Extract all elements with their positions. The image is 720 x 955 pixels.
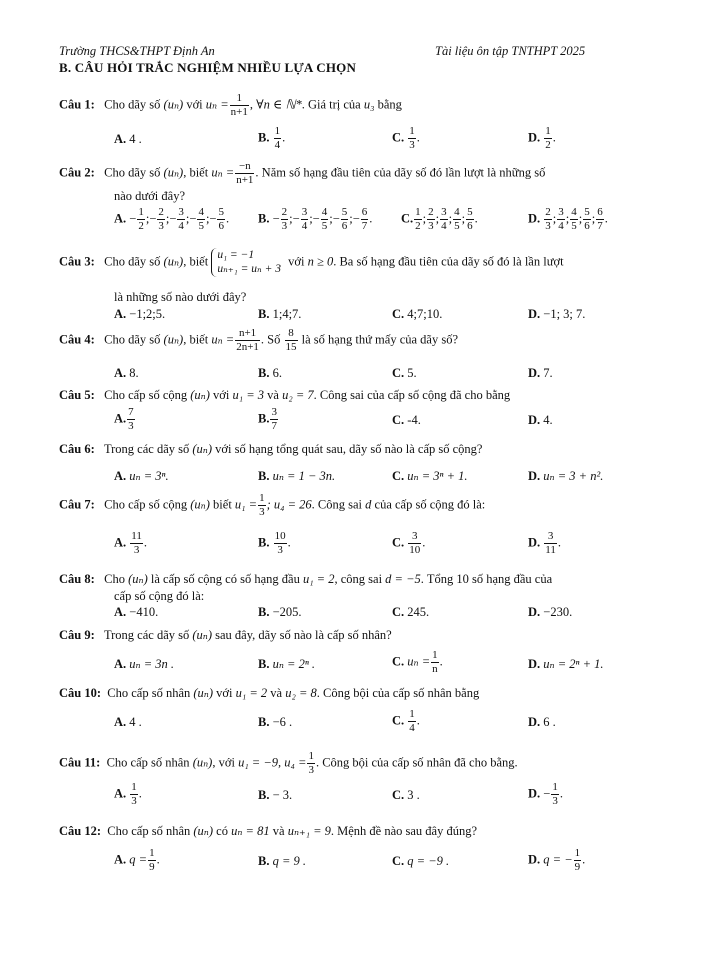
question-label: Câu 5: — [59, 388, 95, 402]
option-c[interactable]: C. uₙ = $\frac{1}{n}$ . — [392, 649, 443, 675]
question-label: Câu 9: — [59, 628, 95, 642]
question-4: Câu 4: Cho dãy số (uₙ), biết uₙ = $\frac{n+1}{2n+1}$ . Số $\frac{8}{15}$ là số hạng thứ mấy của dãy số? — [59, 327, 459, 353]
question-label: Câu 6: — [59, 442, 95, 456]
question-label: Câu 8: — [59, 572, 95, 586]
option-d[interactable]: D. −230. — [528, 605, 573, 619]
question-8-line-2: cấp số cộng đó là: — [114, 589, 205, 603]
question-3-line-2: là những số nào dưới đây? — [114, 290, 247, 304]
option-b[interactable]: B. −6 . — [258, 715, 293, 729]
option-b[interactable]: B. 1;4;7. — [258, 307, 302, 321]
question-label: Câu 2: — [59, 165, 95, 180]
question-1: Câu 1: Cho dãy số (uₙ) với uₙ = $\frac{1}{n+1}$ , ∀n ∈ ℕ*. Giá trị của u₃ bằng — [59, 92, 402, 118]
option-d[interactable]: D. $\frac{1}{2}$ . — [528, 125, 556, 151]
option-a[interactable]: A. uₙ = 3n . — [114, 657, 175, 671]
question-label: Câu 12: — [59, 824, 102, 838]
option-a[interactable]: A. 4 . — [114, 715, 142, 729]
option-a[interactable]: A. $\frac{7}{3}$ — [114, 406, 134, 432]
option-c[interactable]: C. $\frac{1}{2}$ ; $\frac{2}{3}$ ; $\frac{3}{4}$ ; $\frac{4}{5}$ ; $\frac{5}{6}$ . — [401, 206, 478, 232]
option-a[interactable]: A. $\frac{1}{3}$ . — [114, 781, 142, 807]
option-a[interactable]: A. uₙ = 3ⁿ. — [114, 469, 169, 483]
option-b[interactable]: B. $\frac{1}{4}$ . — [258, 125, 286, 151]
option-d[interactable]: D. − $\frac{1}{3}$ . — [528, 781, 563, 807]
question-label: Câu 3: — [59, 254, 95, 269]
option-c[interactable]: C. -4. — [392, 413, 421, 427]
option-a[interactable]: A. 8. — [114, 366, 139, 380]
option-b[interactable]: B. −205. — [258, 605, 302, 619]
option-a[interactable]: A. q = $\frac{1}{9}$ . — [114, 847, 160, 873]
question-label: Câu 7: — [59, 497, 95, 512]
question-7: Câu 7: Cho cấp số cộng (uₙ) biết u₁ = $\frac{1}{3}$ ; u₄ = 26. Công sai d của cấp số cộng đó là: — [59, 492, 486, 518]
option-d[interactable]: D. 7. — [528, 366, 553, 380]
question-2-line-2: nào dưới đây? — [114, 189, 186, 203]
option-d[interactable]: D. 4. — [528, 413, 553, 427]
question-label: Câu 11: — [59, 755, 101, 770]
option-c[interactable]: C. 3 . — [392, 788, 420, 802]
option-d[interactable]: D. uₙ = 3 + n². — [528, 469, 604, 483]
option-c[interactable]: C. 245. — [392, 605, 430, 619]
option-b[interactable]: B. uₙ = 1 − 3n. — [258, 469, 336, 483]
option-d[interactable]: D. −1; 3; 7. — [528, 307, 586, 321]
option-d[interactable]: D. $\frac{3}{11}$ . — [528, 530, 561, 556]
option-a[interactable]: A. $\frac{11}{3}$ . — [114, 530, 147, 556]
question-10: Câu 10: Cho cấp số nhân (uₙ) với u₁ = 2 và u₂ = 8. Công bội của cấp số nhân bằng — [59, 686, 480, 700]
question-11: Câu 11: Cho cấp số nhân (uₙ), với u₁ = −9, u₄ = $\frac{1}{3}$ . Công bội của cấp số nhân đã cho bằng. — [59, 750, 518, 776]
option-a[interactable]: A. − $\frac{1}{2}$ ;− $\frac{2}{3}$ ;− $\frac{3}{4}$ ;− $\frac{4}{5}$ ;− $\frac{5}{6}$ . — [114, 206, 230, 232]
school-name: Trường THCS&THPT Định An — [59, 44, 215, 58]
option-b[interactable]: B. − $\frac{2}{3}$ ;− $\frac{3}{4}$ ;− $\frac{4}{5}$ ;− $\frac{5}{6}$ ;− $\frac{6}{7}$ . — [258, 206, 373, 232]
question-9: Câu 9: Trong các dãy số (uₙ) sau đây, dãy số nào là cấp số nhân? — [59, 628, 392, 642]
option-b[interactable]: B. − 3. — [258, 788, 293, 802]
question-2: Câu 2: Cho dãy số (uₙ), biết uₙ = $\frac{-n}{n+1}$ . Năm số hạng đầu tiên của dãy số đó lần lượt là những số — [59, 160, 546, 186]
option-a[interactable]: A. −410. — [114, 605, 159, 619]
question-8: Câu 8: Cho (uₙ) là cấp số cộng có số hạng đầu u₁ = 2, công sai d = −5. Tổng 10 số hạng đầu của — [59, 572, 553, 586]
option-a[interactable]: A. 4 . — [114, 132, 142, 146]
option-c[interactable]: C. $\frac{1}{3}$ . — [392, 125, 420, 151]
option-c[interactable]: C. 5. — [392, 366, 417, 380]
question-label: Câu 10: — [59, 686, 102, 700]
question-6: Câu 6: Trong các dãy số (uₙ) với số hạng tổng quát sau, dãy số nào là cấp số cộng? — [59, 442, 483, 456]
section-title: B. CÂU HỎI TRẮC NGHIỆM NHIỀU LỰA CHỌN — [59, 60, 357, 75]
question-label: Câu 1: — [59, 97, 95, 112]
option-c[interactable]: C. 4;7;10. — [392, 307, 443, 321]
question-3: Câu 3: Cho dãy số (uₙ), biết u₁ = −1 uₙ₊₁ = uₙ + 3 với n ≥ 0. Ba số hạng đầu tiên của dãy số đó là lần lượt — [59, 249, 564, 276]
option-c[interactable]: C. q = −9 . — [392, 854, 450, 868]
option-d[interactable]: D. uₙ = 2ⁿ + 1. — [528, 657, 604, 671]
option-d[interactable]: D. 6 . — [528, 715, 556, 729]
option-b[interactable]: B. uₙ = 2ⁿ . — [258, 657, 316, 671]
option-c[interactable]: C. $\frac{1}{4}$ . — [392, 708, 420, 734]
recurrence-system: u₁ = −1 uₙ₊₁ = uₙ + 3 — [211, 248, 285, 277]
question-label: Câu 4: — [59, 332, 95, 347]
option-b[interactable]: B. q = 9 . — [258, 854, 307, 868]
option-c[interactable]: C. uₙ = 3ⁿ + 1. — [392, 469, 468, 483]
option-d[interactable]: D. q = − $\frac{1}{9}$ . — [528, 847, 586, 873]
document-title: Tài liệu ôn tập TNTHPT 2025 — [435, 44, 586, 58]
question-12: Câu 12: Cho cấp số nhân (uₙ) có uₙ = 81 và uₙ₊₁ = 9. Mệnh đề nào sau đây đúng? — [59, 824, 478, 838]
option-d[interactable]: D. $\frac{2}{3}$ ; $\frac{3}{4}$ ; $\frac{4}{5}$ ; $\frac{5}{6}$ ; $\frac{6}{7}$ . — [528, 206, 608, 232]
option-b[interactable]: B. $\frac{10}{3}$ . — [258, 530, 291, 556]
option-c[interactable]: C. $\frac{3}{10}$ . — [392, 530, 426, 556]
option-b[interactable]: B. $\frac{3}{7}$ — [258, 406, 277, 432]
option-b[interactable]: B. 6. — [258, 366, 282, 380]
question-5: Câu 5: Cho cấp số cộng (uₙ) với u₁ = 3 và u₂ = 7. Công sai của cấp số cộng đã cho bằng — [59, 388, 511, 402]
option-a[interactable]: A. −1;2;5. — [114, 307, 166, 321]
